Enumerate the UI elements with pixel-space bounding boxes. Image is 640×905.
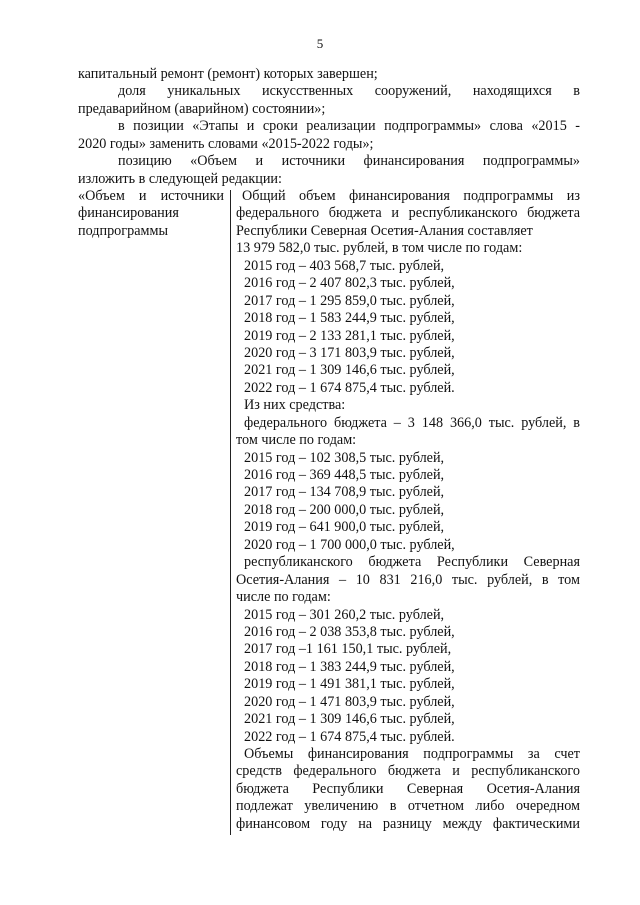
table-value-line: 2022 год – 1 674 875,4 тыс. рублей.	[244, 379, 455, 396]
table-label-line: финансирования	[78, 205, 179, 222]
table-value-line: подлежат увеличению в отчетном либо очередном	[236, 798, 580, 815]
table-label-line: «Объем и источники	[78, 188, 224, 204]
table-right-column	[236, 188, 580, 833]
table-value-line: финансовом году на разницу между фактическими	[236, 815, 580, 832]
paragraph-line: предаварийном (аварийном) состоянии»;	[78, 100, 326, 117]
table-value-line: бюджета Республики Северная Осетия-Алания	[236, 780, 580, 797]
table-value-line: 2017 год – 134 708,9 тыс. рублей,	[244, 484, 445, 501]
table-value-line: 2015 год – 403 568,7 тыс. рублей,	[244, 257, 445, 274]
table-value-line: 2020 год – 3 171 803,9 тыс. рублей,	[244, 344, 455, 361]
table-value-line: 2015 год – 301 260,2 тыс. рублей,	[244, 606, 445, 623]
page-number: 5	[316, 36, 324, 51]
table-value-line: 2017 год – 1 295 859,0 тыс. рублей,	[244, 292, 455, 309]
table-value-line: 2022 год – 1 674 875,4 тыс. рублей.	[244, 728, 455, 745]
paragraph-line: в позиции «Этапы и сроки реализации подпрограммы» слова «2015 -	[118, 118, 580, 135]
table-value-line: 2018 год – 200 000,0 тыс. рублей,	[244, 501, 445, 518]
table-label-line: подпрограммы	[78, 222, 168, 239]
table-value-line: Из них средства:	[244, 397, 346, 414]
table-value-line: республиканского бюджета Республики Северная	[244, 554, 580, 571]
table-value-line: федерального бюджета – 3 148 366,0 тыс. рублей, в	[244, 414, 580, 431]
table-value-line: 2018 год – 1 583 244,9 тыс. рублей,	[244, 310, 455, 327]
paragraph-line: позицию «Объем и источники финансирования подпрограммы»	[118, 153, 580, 170]
table-value-line: 13 979 582,0 тыс. рублей, в том числе по годам:	[236, 240, 523, 257]
table-value-line: 2018 год – 1 383 244,9 тыс. рублей,	[244, 658, 455, 675]
table-value-line: том числе по годам:	[236, 432, 357, 449]
table-value-line: 2019 год – 2 133 281,1 тыс. рублей,	[244, 327, 455, 344]
table-left-column	[78, 188, 224, 240]
column-divider	[230, 190, 231, 835]
paragraph-line: изложить в следующей редакции:	[78, 170, 282, 187]
table-value-line: числе по годам:	[236, 589, 331, 606]
table-value-line: 2015 год – 102 308,5 тыс. рублей,	[244, 449, 445, 466]
paragraph-line: доля уникальных искусственных сооружений, находящихся в	[118, 83, 580, 100]
table-value-line: 2017 год –1 161 150,1 тыс. рублей,	[244, 641, 452, 658]
table-value-line: Общий объем финансирования подпрограммы из	[242, 188, 580, 204]
table-value-line: средств федерального бюджета и республиканского	[236, 763, 580, 780]
table-value-line: 2021 год – 1 309 146,6 тыс. рублей,	[244, 711, 455, 728]
table-value-line: Объемы финансирования подпрограммы за счет	[244, 746, 580, 762]
intro-text	[78, 66, 580, 188]
table-value-line: 2019 год – 641 900,0 тыс. рублей,	[244, 519, 445, 536]
table-value-line: Осетия-Алания – 10 831 216,0 тыс. рублей, в том	[236, 571, 580, 588]
table-value-line: 2021 год – 1 309 146,6 тыс. рублей,	[244, 362, 455, 379]
table-value-line: 2020 год – 1 471 803,9 тыс. рублей,	[244, 693, 455, 710]
paragraph-line: капитальный ремонт (ремонт) которых завершен;	[78, 66, 378, 82]
paragraph-line: 2020 годы» заменить словами «2015-2022 годы»;	[78, 135, 374, 152]
table-value-line: 2016 год – 369 448,5 тыс. рублей,	[244, 467, 445, 483]
table-value-line: 2019 год – 1 491 381,1 тыс. рублей,	[244, 676, 455, 693]
table-value-line: 2020 год – 1 700 000,0 тыс. рублей,	[244, 536, 455, 553]
table-value-line: 2016 год – 2 038 353,8 тыс. рублей,	[244, 623, 455, 640]
table-value-line: 2016 год – 2 407 802,3 тыс. рублей,	[244, 275, 455, 292]
table-value-line: Республики Северная Осетия-Алания составляет	[236, 222, 533, 239]
table-value-line: федерального бюджета и республиканского бюджета	[236, 205, 580, 222]
